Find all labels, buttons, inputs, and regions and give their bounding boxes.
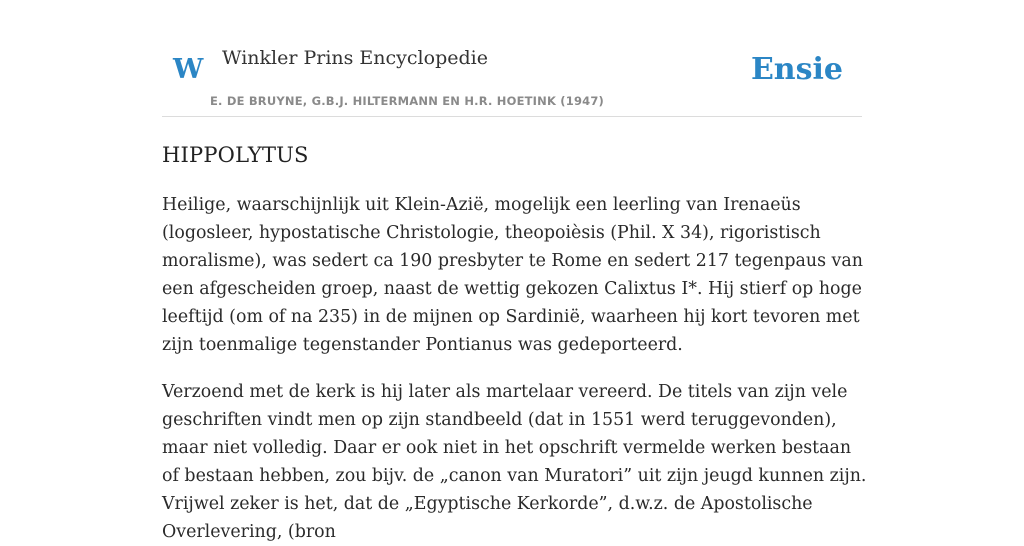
article-paragraph: Verzoend met de kerk is hij later als martelaar vereerd. De titels van zijn vele geschriften vindt men op zijn standbeeld (dat in 1551 werd teruggevonden), maar niet volledig. Daar er ook niet in het opschrift vermelde werken bestaan of bestaan hebben, zou bijv. de „canon van Muratori” uit zijn jeugd kunnen zijn. Vrijwel zeker is het, dat de „Egyptische Kerkorde”, d.w.z. de Apostolische Overlevering, (bron xyxy=(162,382,867,542)
article-body xyxy=(162,138,868,546)
book-authors: E. DE BRUYNE, G.B.J. HILTERMANN EN H.R. HOETINK (1947) xyxy=(210,94,605,108)
article-paragraph: Heilige, waarschijnlijk uit Klein-Azië, mogelijk een leerling van Irenaeüs (logosleer, hypostatische Christologie, theopoièsis (Phil. X 34), rigoristisch moralisme), was sedert ca 190 presbyter te Rome en sedert 217 tegenpaus van een afgescheiden groep, naast de wettig gekozen Calixtus I*. Hij stierf op hoge leeftijd (om of na 235) in de mijnen op Sardinië, waarheen hij kort tevoren met zijn toenmalige tegenstander Pontianus was gedeporteerd. xyxy=(162,195,863,355)
winkler-prins-logo[interactable]: W xyxy=(173,54,204,85)
site-header xyxy=(162,0,862,117)
book-title-link[interactable]: Winkler Prins Encyclopedie xyxy=(222,47,488,69)
ensie-brand-logo[interactable]: Ensie xyxy=(750,52,843,87)
article-title: HIPPOLYTUS xyxy=(162,143,309,167)
